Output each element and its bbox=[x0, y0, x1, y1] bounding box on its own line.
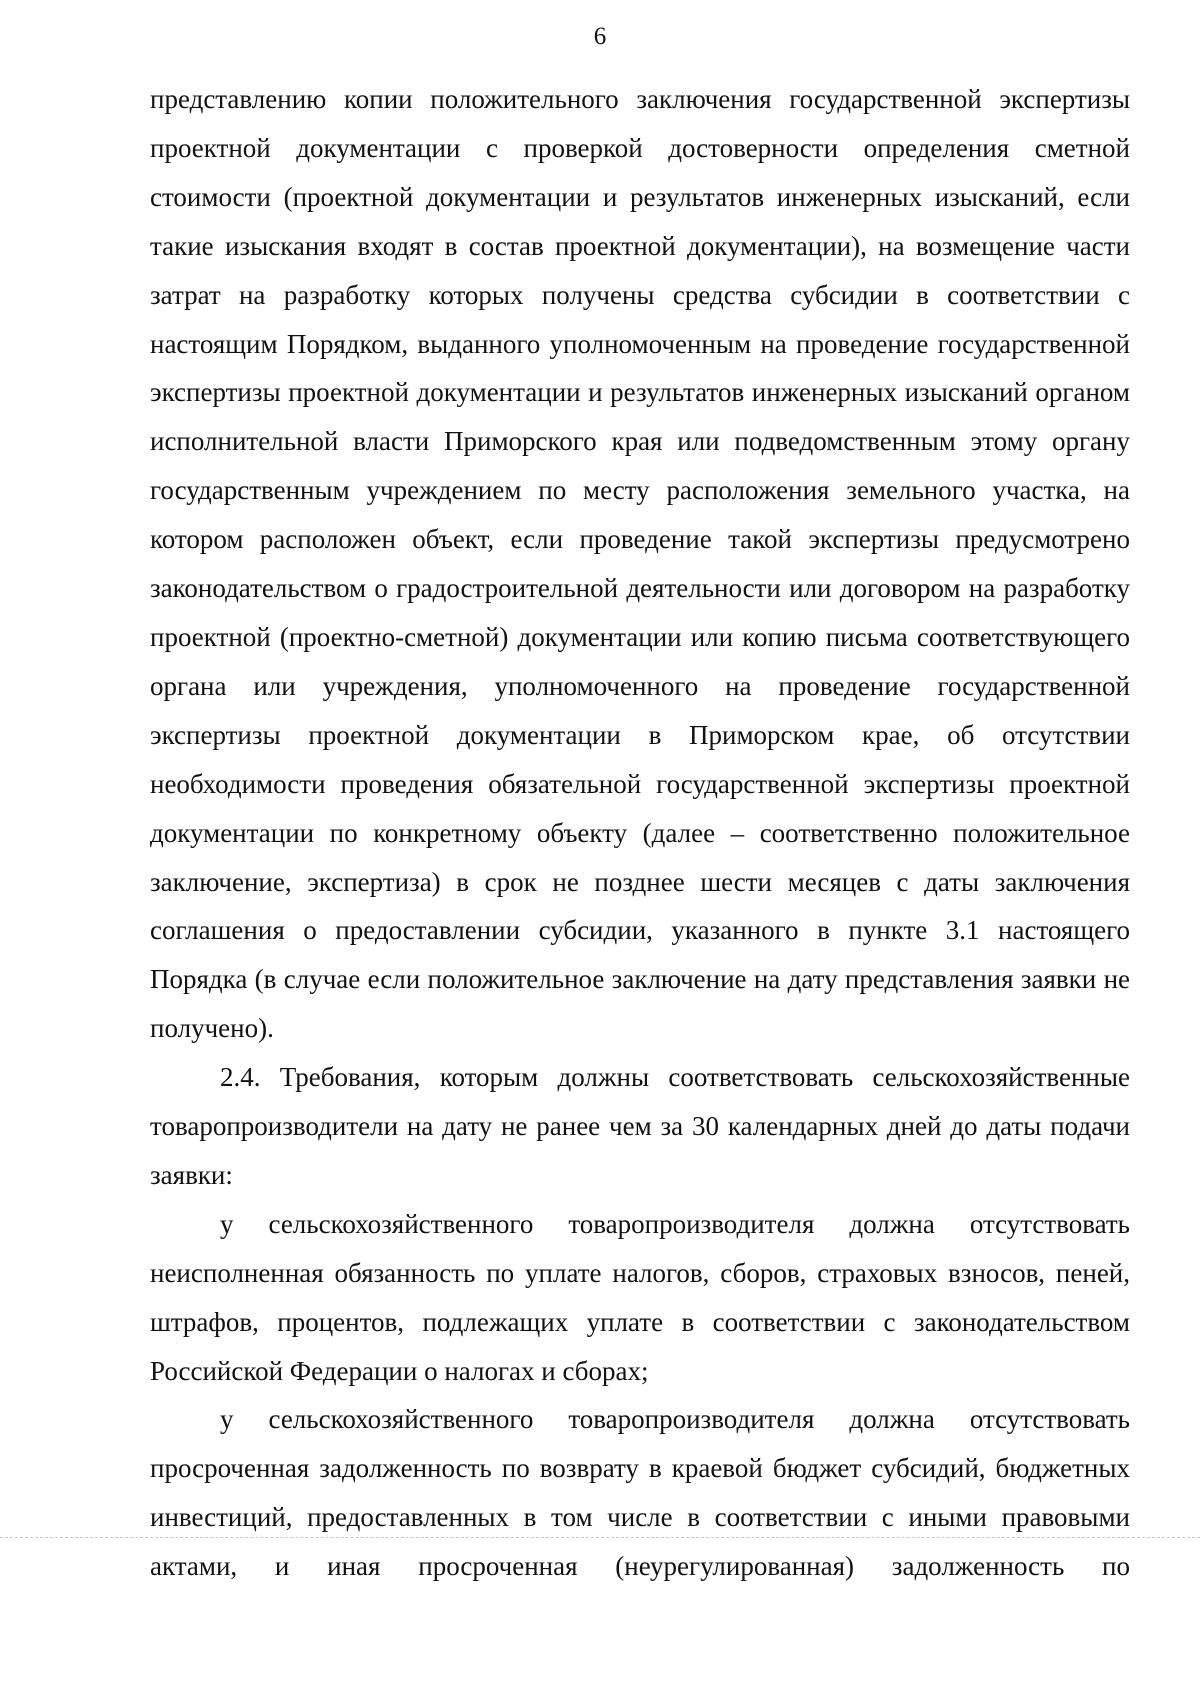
document-body bbox=[150, 75, 1130, 1591]
paragraph-tax-requirement: у сельскохозяйственного товаропроизводителя должна отсутствовать неисполненная обязанность по уплате налогов, сборов, страховых взносов, пеней, штрафов, процентов, подлежащих уплате в соответствии с законодательством Российской Федерации о налогах и сборах; bbox=[150, 1208, 1130, 1386]
page-number: 6 bbox=[593, 23, 607, 50]
paragraph-continuation: представлению копии положительного заключения государственной экспертизы проектной документации с проверкой достоверности определения сметной стоимости (проектной документации и результатов инженерных изысканий, если такие изыскания входят в состав проектной документации), на возмещение части затрат на разработку которых получены средства субсидии в соответствии с настоящим Порядком, выданного уполномоченным на проведение государственной экспертизы проектной документации и результатов инженерных изысканий органом исполнительной власти Приморского края или подведомственным этому органу государственным учреждением по месту расположения земельного участка, на котором расположен объект, если проведение такой экспертизы предусмотрено законодательством о градостроительной деятельности или договором на разработку проектной (проектно-сметной) документации или копию письма соответствующего органа или учреждения, уполномоченного на проведение государственной экспертизы проектной документации в Приморском крае, об отсутствии необходимости проведения обязательной государственной экспертизы проектной документации по конкретному объекту (далее – соответственно положительное заключение, экспертиза) в срок не позднее шести месяцев с даты заключения соглашения о предоставлении субсидии, указанного в пункте 3.1 настоящего Порядка (в случае если положительное заключение на дату представления заявки не получено). bbox=[150, 84, 1130, 1044]
scan-fold-line bbox=[0, 1537, 1200, 1538]
paragraph-debt-requirement: у сельскохозяйственного товаропроизводителя должна отсутствовать просроченная задолженность по возврату в краевой бюджет субсидий, бюджетных инвестиций, предоставленных в том числе в соответствии с иными правовыми актами, и иная просроченная (неурегулированная) задолженность по bbox=[150, 1404, 1130, 1582]
paragraph-section-2-4: 2.4. Требования, которым должны соответствовать сельскохозяйственные товаропроизводители на дату не ранее чем за 30 календарных дней до даты подачи заявки: bbox=[150, 1062, 1130, 1190]
